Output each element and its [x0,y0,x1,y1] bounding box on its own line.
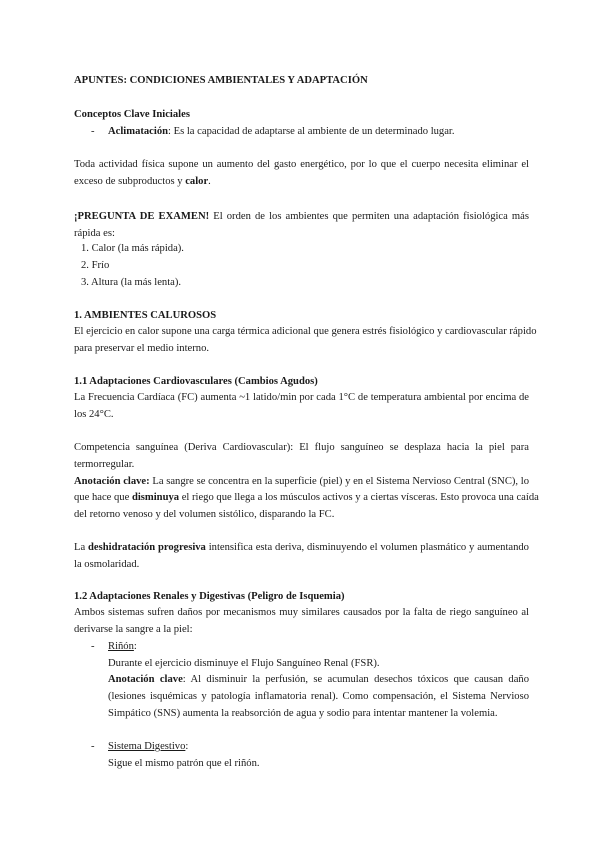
exam-question-line1: ¡PREGUNTA DE EXAMEN! El orden de los ambientes que permiten una adaptación fisiológica más [74,211,529,222]
renales-line2: derivarse la sangre a la piel: [74,624,193,635]
anotacion-clave-2-line3: Simpático (SNS) aumenta la reabsorción de agua y sodio para intentar mantener la volemia. [108,708,498,719]
bullet-dash: - [91,641,95,652]
competencia-line2: termorregular. [74,459,135,470]
list-item-altura: 3. Altura (la más lenta). [81,277,182,288]
list-item-frio: 2. Frío [81,260,110,271]
heading-conceptos-clave: Conceptos Clave Iniciales [74,109,190,120]
deshidratacion-line2: la osmolaridad. [74,559,140,570]
paragraph-gasto-energetico-line1: Toda actividad física supone un aumento del gasto energético, por lo que el cuerpo necesita eliminar el [74,159,529,170]
fc-line2: los 24°C. [74,409,114,420]
bullet-dash: - [91,741,95,752]
rinon-line1: Durante el ejercicio disminuye el Flujo Sanguíneo Renal (FSR). [108,658,380,669]
list-item-calor: 1. Calor (la más rápida). [81,243,184,254]
heading-adaptaciones-cardiovasculares: 1.1 Adaptaciones Cardiovasculares (Cambios Agudos) [74,376,318,387]
sistema-digestivo-label: Sistema Digestivo: [108,741,189,752]
aclimatacion-definition: Aclimatación: Es la capacidad de adaptarse al ambiente de un determinado lugar. [108,126,455,137]
paragraph-gasto-energetico-line2: exceso de subproductos y calor. [74,176,211,187]
anotacion-clave-2-line1: Anotación clave: Al disminuir la perfusión, se acumulan desechos tóxicos que causan daño [108,674,530,685]
heading-adaptaciones-renales: 1.2 Adaptaciones Renales y Digestivas (Peligro de Isquemia) [74,591,345,602]
anotacion-clave-1-line2: que hace que disminuya el riego que llega a los músculos activos y a ciertas vísceras. Esto provoca una caída [74,492,539,503]
renales-line1: Ambos sistemas sufren daños por mecanismos muy similares causados por la falta de riego sanguíneo al [74,607,529,618]
ambientes-calurosos-line1: El ejercicio en calor supone una carga térmica adicional que genera estrés fisiológico y cardiovascular rápido [74,326,537,337]
exam-question-line2: rápida es: [74,228,115,239]
anotacion-clave-2-line2: (lesiones isquémicas y patología inflamatoria renal). Como compensación, el Sistema Nervioso [108,691,529,702]
doc-title: APUNTES: CONDICIONES AMBIENTALES Y ADAPTACIÓN [74,75,368,86]
deshidratacion-line1: La deshidratación progresiva intensifica esta deriva, disminuyendo el volumen plasmático y aumentando [74,542,529,553]
heading-ambientes-calurosos: 1. AMBIENTES CALUROSOS [74,310,217,321]
competencia-line1: Competencia sanguínea (Deriva Cardiovascular): El flujo sanguíneo se desplaza hacia la piel para [74,442,529,453]
bullet-dash: - [91,126,95,137]
anotacion-clave-1-line1: Anotación clave: La sangre se concentra en la superficie (piel) y en el Sistema Nervioso Central (SNC), lo [74,476,529,487]
anotacion-clave-1-line3: del retorno venoso y del volumen sistólico, disparando la FC. [74,509,335,520]
sistema-digestivo-line1: Sigue el mismo patrón que el riñón. [108,758,260,769]
ambientes-calurosos-line2: para preservar el medio interno. [74,343,210,354]
fc-line1: La Frecuencia Cardíaca (FC) aumenta ~1 latido/min por cada 1°C de temperatura ambiental por encima de [74,392,529,403]
rinon-label: Riñón: [108,641,137,652]
